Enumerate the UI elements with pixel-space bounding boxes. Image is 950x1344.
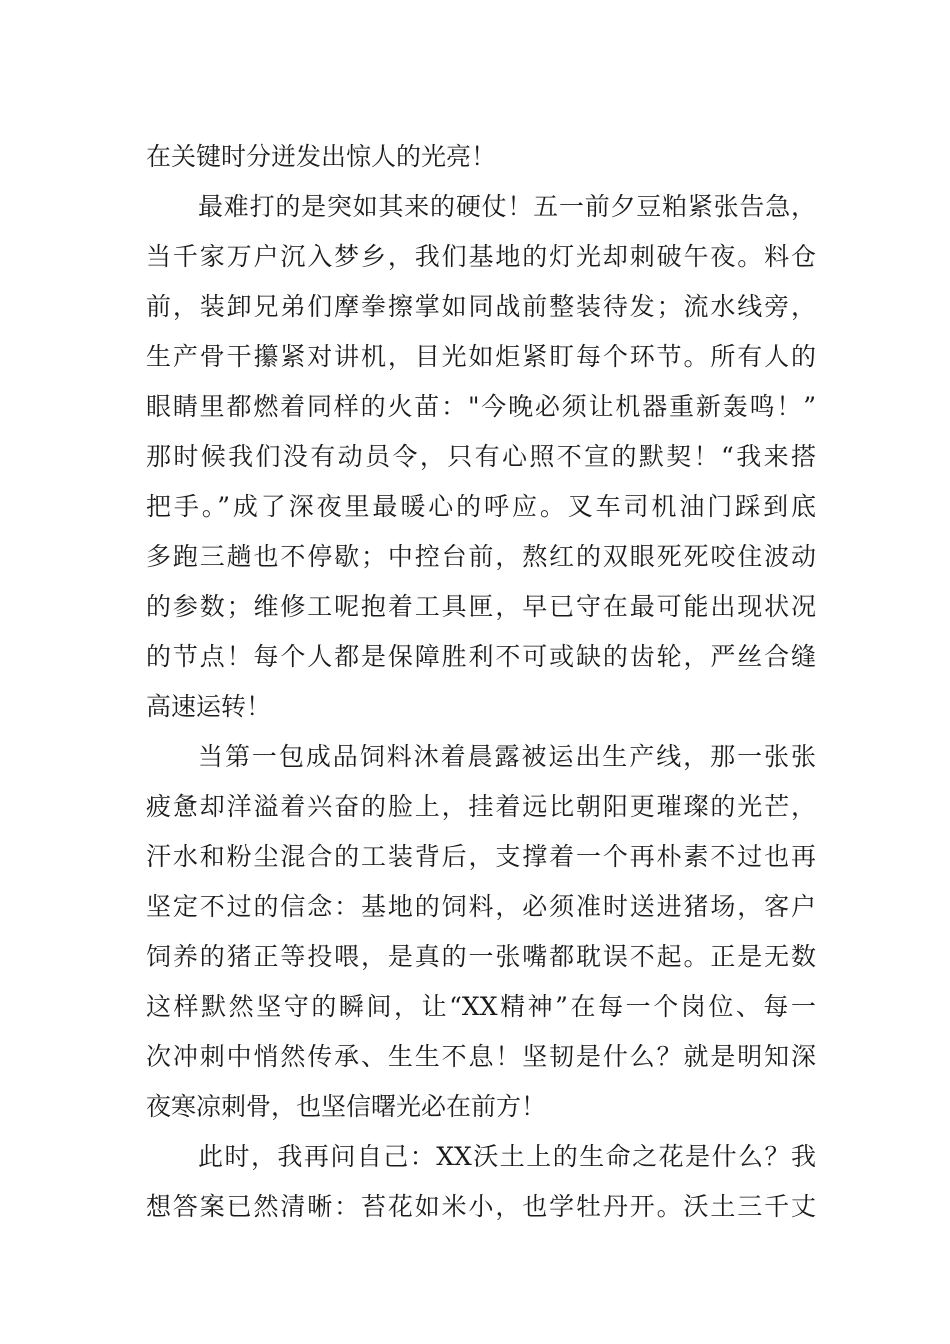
text-line: 当千家万户沉入梦乡，我们基地的灯光却刺破午夜。料仓 — [146, 242, 816, 271]
document-body-text — [146, 132, 816, 1232]
text-line: 疲惫却洋溢着兴奋的脸上，挂着远比朝阳更璀璨的光芒， — [146, 792, 816, 821]
text-line: 的节点！每个人都是保障胜利不可或缺的齿轮，严丝合缝 — [146, 642, 816, 671]
text-line: 最难打的是突如其来的硬仗！五一前夕豆粕紧张告急， — [198, 192, 816, 221]
text-line: 想答案已然清晰：苔花如米小，也学牡丹开。沃土三千丈 — [146, 1192, 816, 1221]
text-line: 坚定不过的信念：基地的饲料，必须准时送进猪场，客户 — [146, 892, 816, 921]
text-line: 眼睛里都燃着同样的火苗："今晚必须让机器重新轰鸣！” — [146, 392, 816, 421]
text-line: 此时，我再问自己：XX沃土上的生命之花是什么？我 — [198, 1142, 816, 1171]
text-line: 在关键时分迸发出惊人的光亮！ — [146, 142, 497, 171]
text-line: 这样默然坚守的瞬间，让“XX精神”在每一个岗位、每一 — [146, 992, 816, 1021]
text-line: 高速运转！ — [146, 692, 272, 721]
text-line: 前，装卸兄弟们摩拳擦掌如同战前整装待发；流水线旁， — [146, 292, 816, 321]
text-line: 当第一包成品饲料沐着晨露被运出生产线，那一张张 — [198, 742, 816, 771]
text-line: 多跑三趟也不停歇；中控台前，熬红的双眼死死咬住波动 — [146, 542, 816, 571]
text-line: 那时候我们没有动员令，只有心照不宣的默契！“我来搭 — [146, 442, 816, 471]
text-line: 次冲刺中悄然传承、生生不息！坚韧是什么？就是明知深 — [146, 1042, 816, 1071]
text-line: 生产骨干攥紧对讲机，目光如炬紧盯每个环节。所有人的 — [146, 342, 816, 371]
text-line: 的参数；维修工呢抱着工具匣，早已守在最可能出现状况 — [146, 592, 816, 621]
text-line: 汗水和粉尘混合的工装背后，支撑着一个再朴素不过也再 — [146, 842, 816, 871]
text-line: 夜寒凉刺骨，也坚信曙光必在前方！ — [146, 1092, 547, 1121]
text-line: 把手。”成了深夜里最暖心的呼应。叉车司机油门踩到底 — [146, 492, 816, 521]
text-line: 饲养的猪正等投喂，是真的一张嘴都耽误不起。正是无数 — [146, 942, 816, 971]
